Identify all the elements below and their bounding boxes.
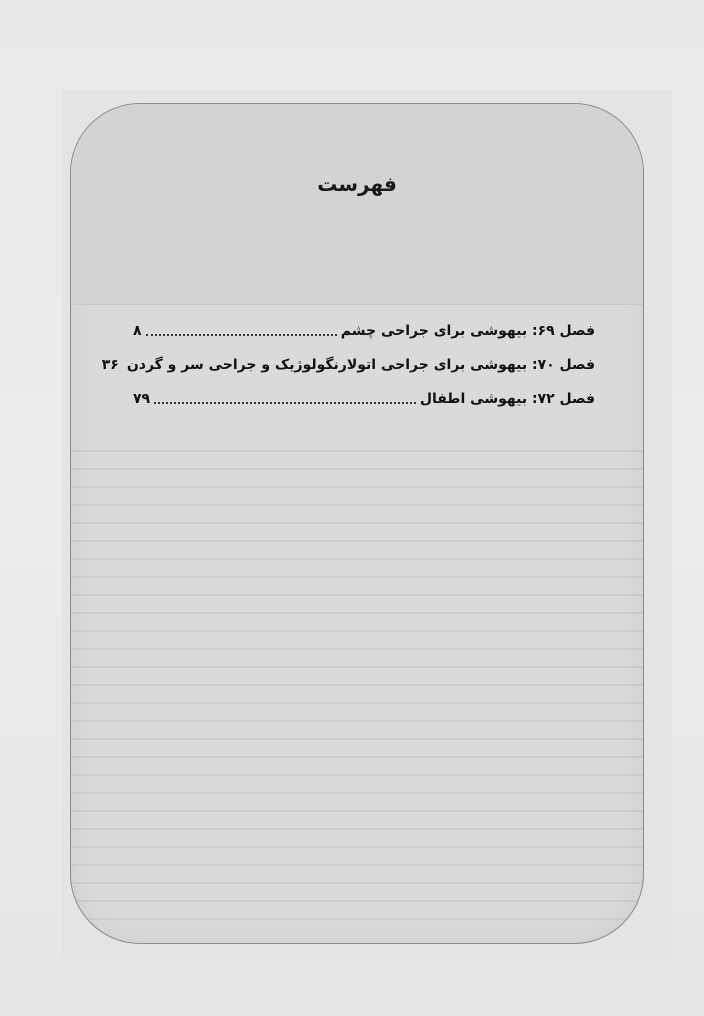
- toc-entry-page: ۳۶: [101, 357, 119, 373]
- toc-entry-label: فصل ۷۲: بیهوشی اطفال: [419, 391, 595, 407]
- toc-title: فهرست: [317, 172, 397, 196]
- toc-entry-chapter-70[interactable]: [101, 348, 595, 382]
- toc-entry-label: فصل ۶۹: بیهوشی برای جراحی چشم: [340, 323, 595, 339]
- toc-entry-page: ۸: [133, 323, 142, 339]
- bleed-through-text: [71, 434, 643, 934]
- toc-entry-label: فصل ۷۰: بیهوشی برای جراحی اتولارنگولوژیک و جراحی سر و گردن: [126, 357, 595, 373]
- toc-header: [71, 104, 643, 305]
- toc-panel: [70, 103, 644, 944]
- toc-leader-dots: [146, 334, 337, 336]
- toc-entry-chapter-69[interactable]: [133, 314, 595, 348]
- toc-leader-dots: [154, 402, 416, 404]
- toc-entry-page: ۷۹: [133, 391, 151, 407]
- toc-entry-chapter-72[interactable]: [133, 382, 595, 416]
- toc-list: [101, 314, 595, 416]
